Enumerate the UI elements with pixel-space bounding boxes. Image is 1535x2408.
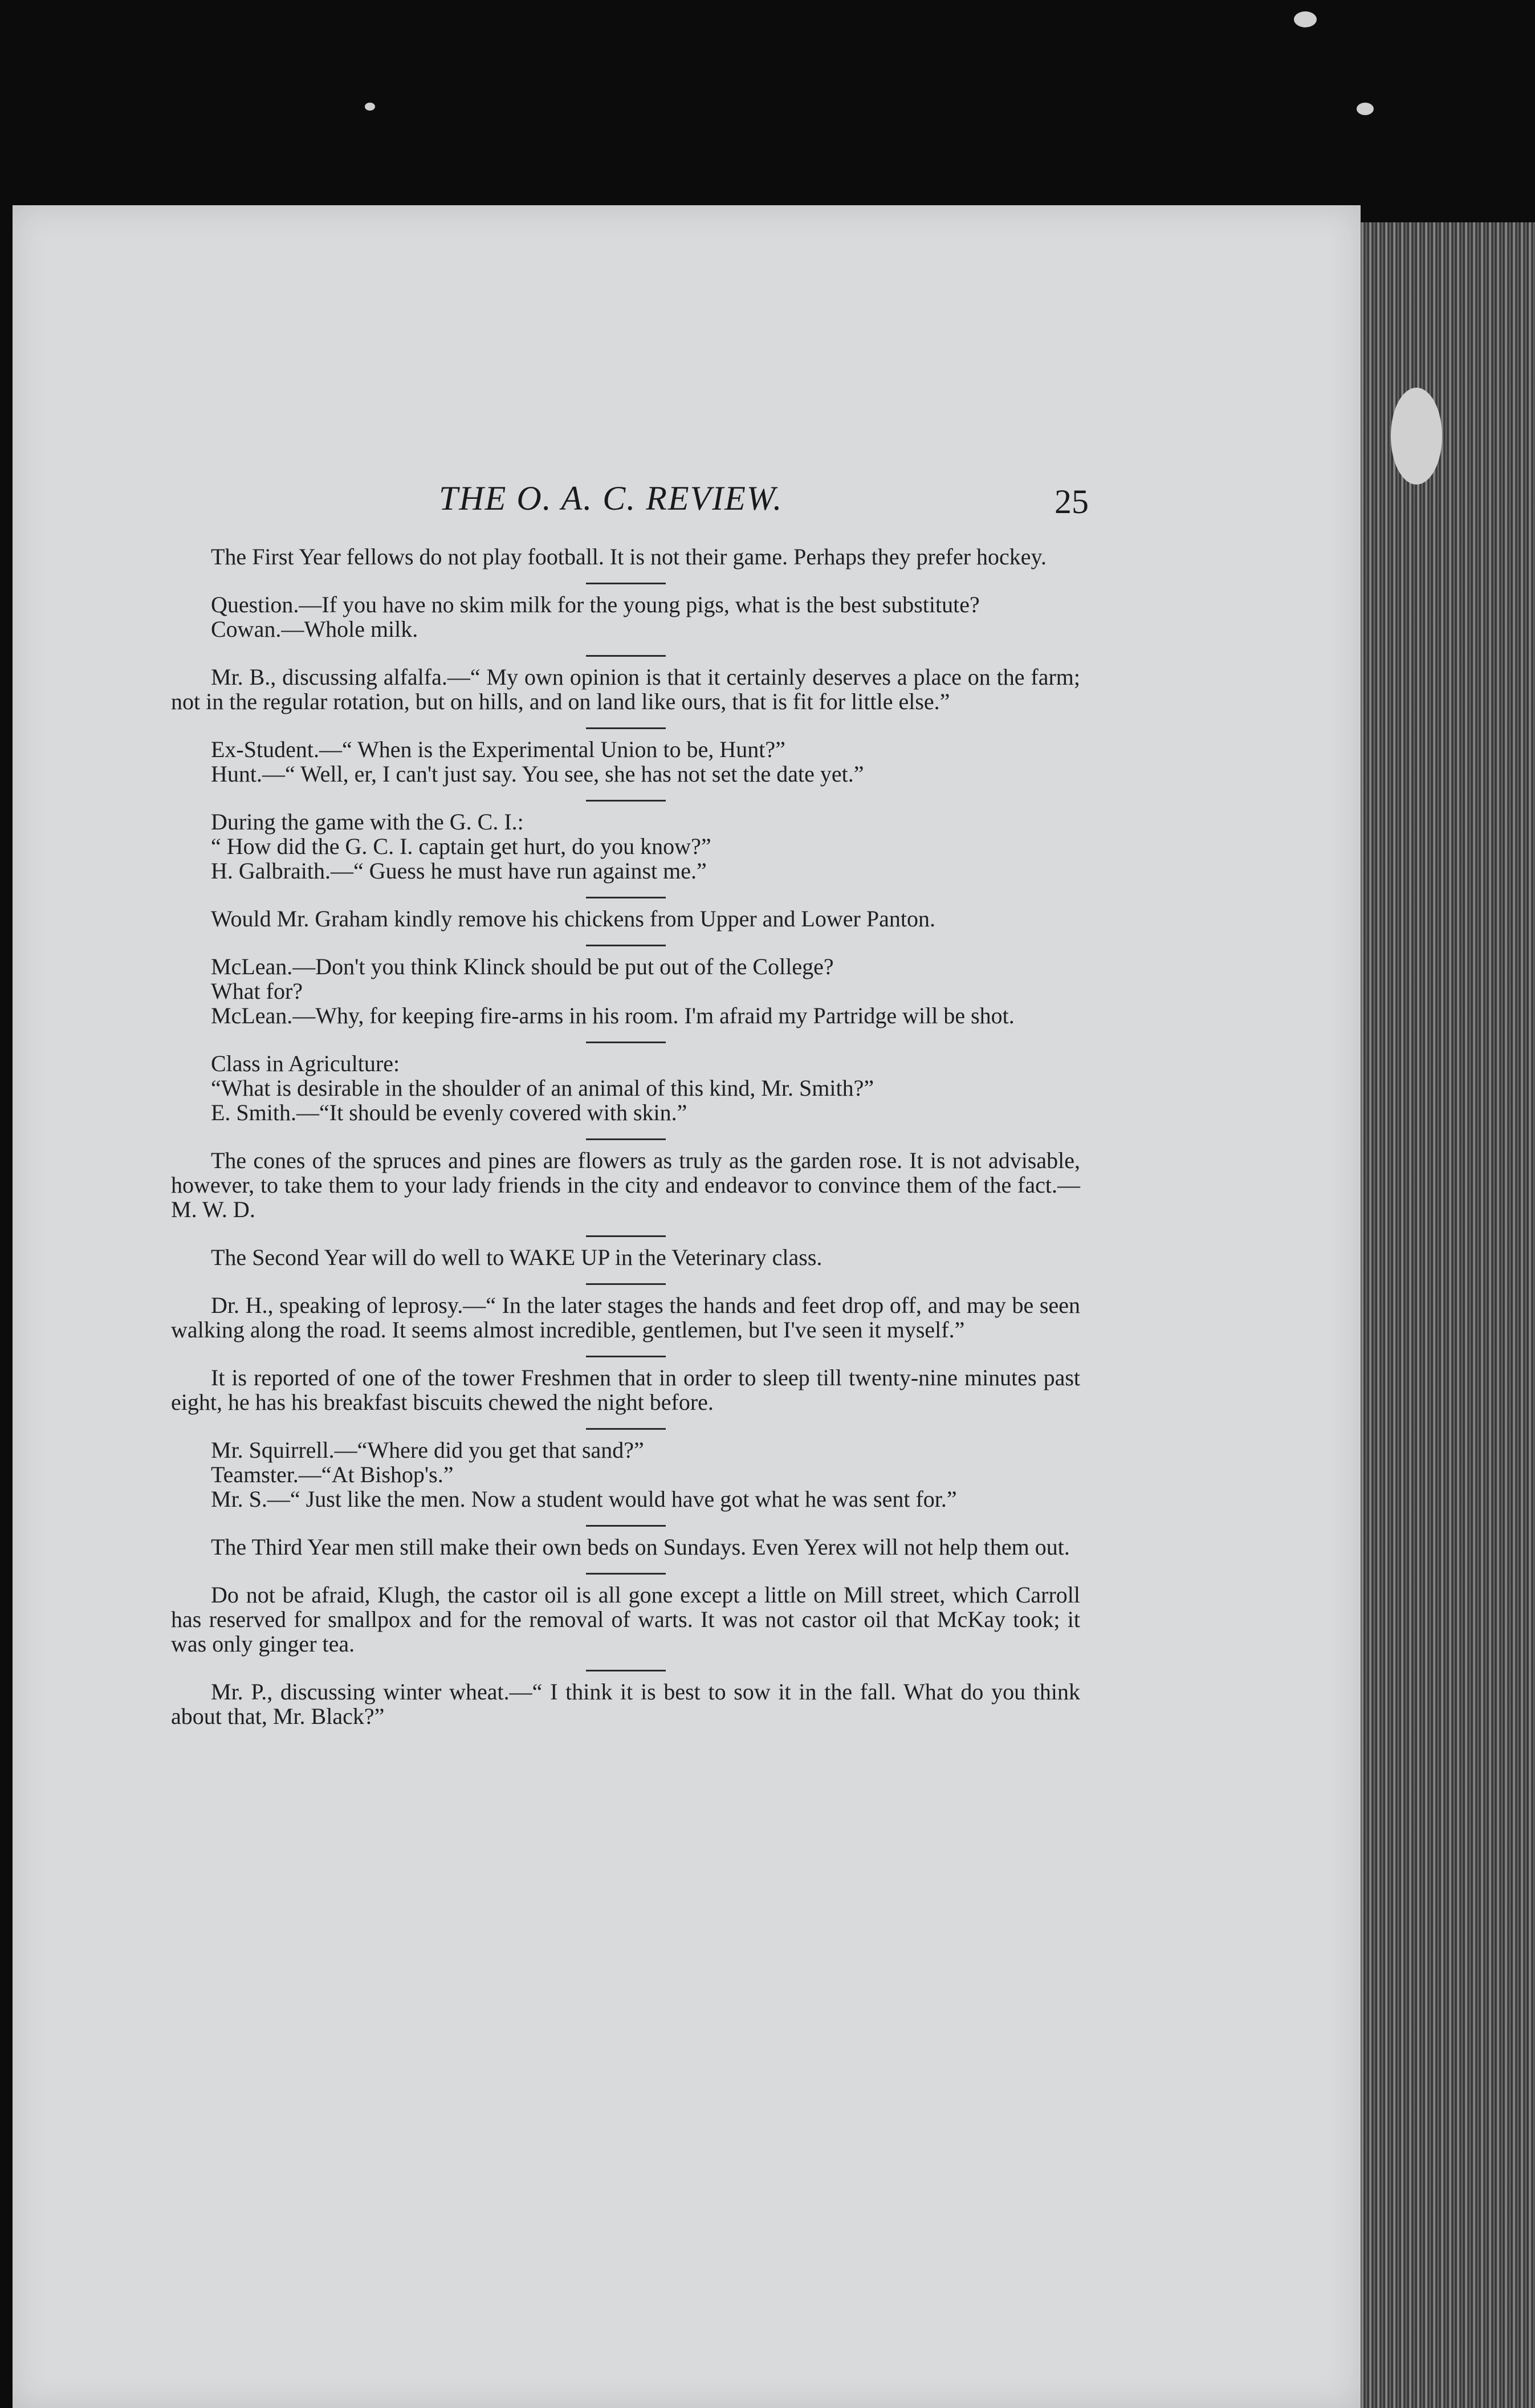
separator-rule [586,1138,666,1140]
note-paragraph: Mr. B., discussing alfalfa.—“ My own opinion is that it certainly deserves a place on the farm; not in the regular rotation, but on hills, and on land like ours, that is fit for little else.” [171,664,1080,714]
dust-speck [1294,11,1317,27]
note-paragraph: What for? [211,978,303,1004]
note-item [171,906,1080,931]
note-item [171,665,1080,714]
note-item [171,1583,1080,1656]
page-body [171,544,1080,1728]
separator-rule [586,1042,666,1043]
separator-rule [586,1356,666,1357]
note-paragraph: The Second Year will do well to WAKE UP in the Veterinary class. [211,1244,823,1270]
running-title: THE O. A. C. REVIEW. [439,479,783,517]
note-paragraph: Dr. H., speaking of leprosy.—“ In the later stages the hands and feet drop off, and may be seen walking along the road. It seems almost incredible, gentlemen, but I've seen it myself.” [171,1292,1080,1343]
page-edges [1361,222,1535,2408]
note-paragraph: Mr. P., discussing winter wheat.—“ I think it is best to sow it in the fall. What do you think about that, Mr. Black?” [171,1679,1080,1729]
page-header [171,479,1089,542]
note-item [171,1438,1080,1511]
note-paragraph: Do not be afraid, Klugh, the castor oil is all gone except a little on Mill street, which Carroll has reserved for smallpox and for the removal of warts. It was not castor oil that McKay took; it was only ginger tea. [171,1582,1080,1657]
note-item [171,1293,1080,1342]
separator-rule [586,583,666,584]
separator-rule [586,897,666,898]
note-paragraph: Would Mr. Graham kindly remove his chickens from Upper and Lower Panton. [211,906,935,932]
note-paragraph: Mr. S.—“ Just like the men. Now a student would have got what he was sent for.” [211,1486,957,1512]
note-item [171,1679,1080,1728]
note-paragraph: Question.—If you have no skim milk for the young pigs, what is the best substitute? [211,592,980,617]
note-item [171,1535,1080,1559]
separator-rule [586,800,666,802]
note-paragraph: The First Year fellows do not play football. It is not their game. Perhaps they prefer hockey. [211,544,1047,570]
note-paragraph: Cowan.—Whole milk. [211,616,418,642]
note-paragraph: Teamster.—“At Bishop's.” [211,1462,454,1487]
note-paragraph: It is reported of one of the tower Freshmen that in order to sleep till twenty-nine minutes past eight, he has his breakfast biscuits chewed the night before. [171,1365,1080,1415]
separator-rule [586,1283,666,1285]
separator-rule [586,1235,666,1237]
note-item [171,1051,1080,1125]
note-item [171,1245,1080,1270]
dust-speck [365,103,375,111]
note-item [171,810,1080,883]
note-paragraph: H. Galbraith.—“ Guess he must have run against me.” [211,858,707,884]
note-paragraph: Mr. Squirrell.—“Where did you get that sand?” [211,1437,644,1463]
separator-rule [586,1670,666,1671]
note-paragraph: McLean.—Don't you think Klinck should be put out of the College? [211,954,834,979]
note-paragraph: Class in Agriculture: [211,1051,400,1076]
note-paragraph: During the game with the G. C. I.: [211,809,524,835]
separator-rule [586,727,666,729]
separator-rule [586,945,666,946]
note-paragraph: “ How did the G. C. I. captain get hurt, do you know?” [211,833,711,859]
note-paragraph: “What is desirable in the shoulder of an animal of this kind, Mr. Smith?” [211,1075,874,1101]
separator-rule [586,655,666,657]
note-item [171,544,1080,569]
separator-rule [586,1525,666,1527]
note-item [171,737,1080,786]
note-item [171,592,1080,641]
note-item [171,1148,1080,1222]
page-number: 25 [1054,483,1089,520]
note-item [171,1365,1080,1414]
note-paragraph: McLean.—Why, for keeping fire-arms in his room. I'm afraid my Partridge will be shot. [211,1003,1015,1028]
separator-rule [586,1573,666,1575]
note-paragraph: E. Smith.—“It should be evenly covered with skin.” [211,1100,687,1125]
dust-speck [1391,388,1442,485]
separator-rule [586,1428,666,1430]
note-paragraph: The cones of the spruces and pines are flowers as truly as the garden rose. It is not advisable, however, to take them to your lady friends in the city and endeavor to convince them of the fact.—M. W. D. [171,1148,1080,1222]
note-paragraph: Hunt.—“ Well, er, I can't just say. You see, she has not set the date yet.” [211,761,864,787]
note-paragraph: The Third Year men still make their own beds on Sundays. Even Yerex will not help them out. [211,1534,1070,1560]
note-item [171,954,1080,1028]
dust-speck [1357,103,1374,115]
note-paragraph: Ex-Student.—“ When is the Experimental Union to be, Hunt?” [211,737,785,762]
